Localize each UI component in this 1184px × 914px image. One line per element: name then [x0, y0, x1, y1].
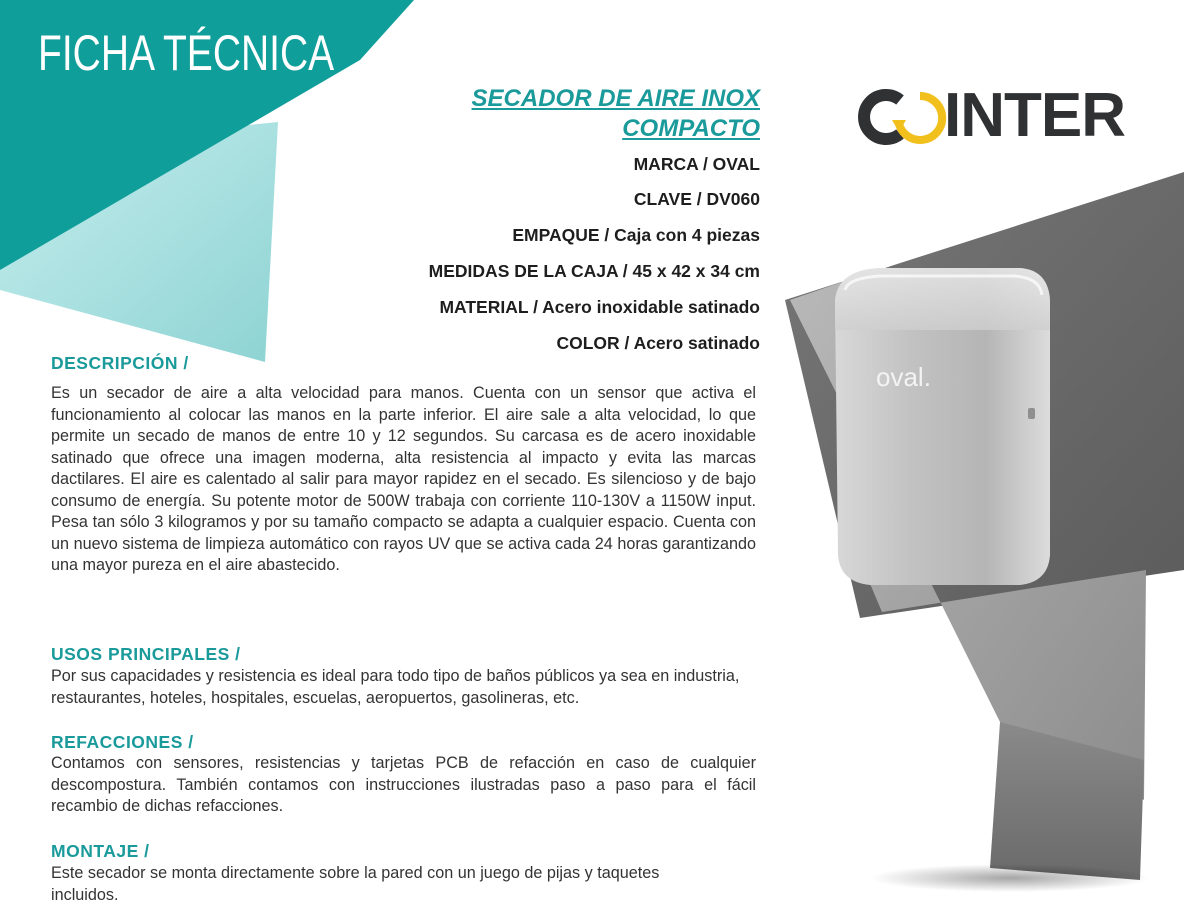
dryer-brand-label: oval. [876, 362, 931, 392]
refacciones-body: Contamos con sensores, resistencias y tarjetas PCB de refacción en caso de cualquier descompostura. También contamos con instrucciones ilustradas paso a paso para el fácil recambio de dichas refacciones. [51, 754, 756, 815]
page-title: FICHA TÉCNICA [38, 25, 335, 81]
logo-o-icon [892, 90, 948, 146]
montaje-heading: MONTAJE / [51, 841, 150, 861]
spec-marca: MARCA / OVAL [633, 154, 760, 174]
spec-clave: CLAVE / DV060 [633, 189, 760, 209]
logo-text: INTER [944, 81, 1125, 150]
spec-medidas: MEDIDAS DE LA CAJA / 45 x 42 x 34 cm [428, 261, 760, 281]
hand-dryer-image [835, 268, 1050, 585]
ribbon-shadow [870, 864, 1150, 892]
product-title-line2: COMPACTO [622, 115, 760, 142]
descripcion-body: Es un secador de aire a alta velocidad para manos. Cuenta con un sensor que activa el funcionamiento al colocar las manos en la parte inferior. El aire sale a alta velocidad, lo que permite un secado de manos de entre 10 y 12 segundos. Su carcasa es de acero inoxidable satinado que ofrece una imagen moderna, alta resistencia al impacto y evita las marcas dactilares. El aire es calentado al salir para mayor rapidez en el secado. Es silencioso y de bajo consumo de energía. Su potente motor de 500W trabaja con corriente 110-130V a 1150W input. Pesa tan sólo 3 kilogramos y por su tamaño compacto se adapta a cualquier espacio. Cuenta con un nuevo sistema de limpieza automático con rayos UV que se activa cada 24 horas garantizando una mayor pureza en el aire abastecido. [51, 384, 756, 574]
spec-empaque: EMPAQUE / Caja con 4 piezas [512, 225, 760, 245]
spec-color: COLOR / Acero satinado [556, 333, 760, 353]
spec-material: MATERIAL / Acero inoxidable satinado [439, 297, 760, 317]
product-title [340, 84, 760, 144]
product-title-line1: SECADOR DE AIRE INOX [471, 85, 760, 112]
descripcion-heading: DESCRIPCIÓN / [51, 353, 189, 373]
usos-body: Por sus capacidades y resistencia es ideal para todo tipo de baños públicos ya sea en industria, restaurantes, hoteles, hospitales, escuelas, aeropuertos, gasolineras, etc. [51, 667, 740, 707]
refacciones-heading: REFACCIONES / [51, 732, 194, 752]
montaje-body: Este secador se monta directamente sobre la pared con un juego de pijas y taquetes incluidos. [51, 864, 660, 904]
usos-heading: USOS PRINCIPALES / [51, 644, 241, 664]
